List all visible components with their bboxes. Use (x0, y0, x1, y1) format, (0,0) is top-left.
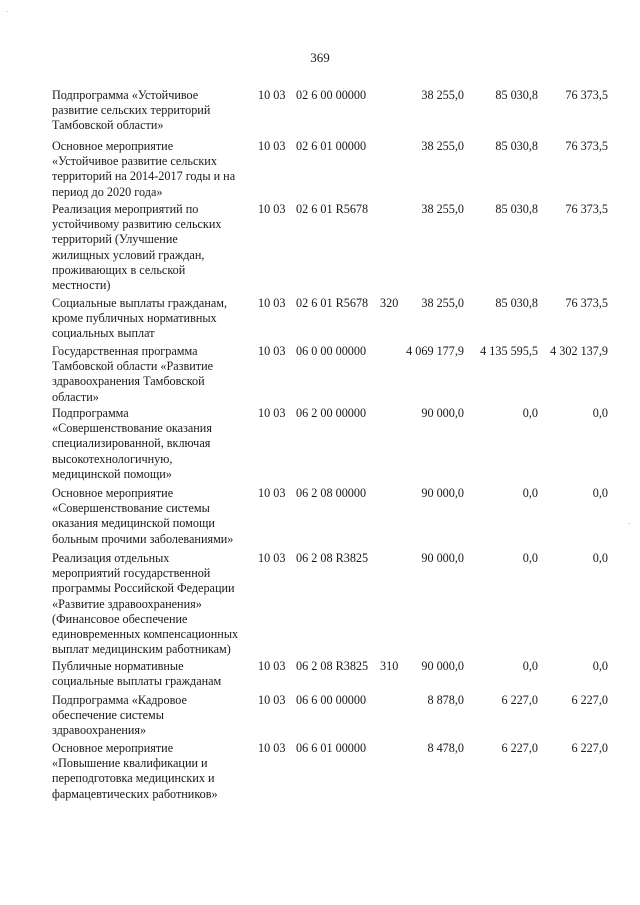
row-value-year-2: 85 030,8 (495, 202, 538, 216)
row-value-year-2: 0,0 (522, 406, 538, 420)
row-value-year-3: 6 227,0 (571, 741, 608, 755)
scan-mark: · (6, 8, 9, 16)
scan-mark: · (628, 520, 631, 528)
row-expense-type: 320 (380, 296, 399, 310)
row-value-year-1: 38 255,0 (421, 139, 464, 153)
row-value-year-1: 90 000,0 (421, 659, 464, 673)
row-section: 10 03 (258, 551, 286, 565)
row-value-year-2: 0,0 (522, 551, 538, 565)
page-number: 369 (310, 50, 330, 65)
row-name: Подпрограмма «Кадровое обеспечение системы здравоохранения» (52, 693, 187, 738)
row-value-year-1: 8 478,0 (427, 741, 464, 755)
row-target-article: 06 2 00 00000 (296, 406, 367, 420)
row-target-article: 02 6 01 R5678 (296, 296, 369, 310)
row-value-year-2: 85 030,8 (495, 296, 538, 310)
row-section: 10 03 (258, 344, 286, 358)
row-name: Основное мероприятие «Устойчивое развитие сельских территорий на 2014-2017 годы и на период до 2020 года» (52, 139, 236, 199)
row-value-year-3: 6 227,0 (571, 693, 608, 707)
row-value-year-3: 4 302 137,9 (550, 344, 608, 358)
row-name: Социальные выплаты гражданам, кроме публичных нормативных социальных выплат (52, 296, 228, 341)
row-value-year-1: 38 255,0 (421, 296, 464, 310)
row-value-year-3: 0,0 (592, 486, 608, 500)
row-value-year-2: 85 030,8 (495, 88, 538, 102)
row-name: Основное мероприятие «Повышение квалификации и переподготовка медицинских и фармацевтических работников» (52, 741, 218, 801)
row-value-year-3: 0,0 (592, 551, 608, 565)
row-section: 10 03 (258, 296, 286, 310)
row-value-year-1: 90 000,0 (421, 486, 464, 500)
row-value-year-1: 4 069 177,9 (406, 344, 464, 358)
row-value-year-2: 85 030,8 (495, 139, 538, 153)
row-value-year-3: 76 373,5 (565, 88, 608, 102)
row-target-article: 02 6 01 R5678 (296, 202, 369, 216)
row-name: Подпрограмма «Совершенствование оказания специализированной, включая высокотехнологичную, медицинской помощи» (52, 406, 212, 481)
row-value-year-1: 38 255,0 (421, 88, 464, 102)
row-target-article: 06 0 00 00000 (296, 344, 367, 358)
row-value-year-2: 4 135 595,5 (480, 344, 538, 358)
row-value-year-1: 90 000,0 (421, 551, 464, 565)
row-section: 10 03 (258, 741, 286, 755)
row-name: Подпрограмма «Устойчивое развитие сельских территорий Тамбовской области» (52, 88, 211, 133)
row-value-year-2: 0,0 (522, 486, 538, 500)
row-target-article: 02 6 01 00000 (296, 139, 367, 153)
row-target-article: 06 2 08 R3825 (296, 659, 369, 673)
row-value-year-3: 76 373,5 (565, 139, 608, 153)
row-name: Публичные нормативные социальные выплаты гражданам (52, 659, 222, 689)
row-value-year-3: 0,0 (592, 659, 608, 673)
row-value-year-2: 0,0 (522, 659, 538, 673)
row-value-year-2: 6 227,0 (501, 693, 538, 707)
row-value-year-1: 8 878,0 (427, 693, 464, 707)
row-name: Основное мероприятие «Совершенствование системы оказания медицинской помощи больным прочими заболеваниями» (52, 486, 234, 546)
row-value-year-1: 90 000,0 (421, 406, 464, 420)
row-name: Реализация мероприятий по устойчивому развитию сельских территорий (Улучшение жилищных условий граждан, проживающих в сельской местности) (52, 202, 222, 293)
row-target-article: 02 6 00 00000 (296, 88, 367, 102)
row-value-year-2: 6 227,0 (501, 741, 538, 755)
row-section: 10 03 (258, 88, 286, 102)
row-target-article: 06 6 01 00000 (296, 741, 367, 755)
row-section: 10 03 (258, 486, 286, 500)
row-section: 10 03 (258, 202, 286, 216)
row-expense-type: 310 (380, 659, 399, 673)
row-value-year-3: 0,0 (592, 406, 608, 420)
row-section: 10 03 (258, 139, 286, 153)
row-name: Реализация отдельных мероприятий государственной программы Российской Федерации «Развитие здравоохранения» (Финансовое обеспечение единовременных компенсационных выплат медицинским работникам) (52, 551, 239, 657)
row-value-year-3: 76 373,5 (565, 202, 608, 216)
row-section: 10 03 (258, 406, 286, 420)
row-section: 10 03 (258, 693, 286, 707)
row-target-article: 06 2 08 00000 (296, 486, 367, 500)
row-value-year-3: 76 373,5 (565, 296, 608, 310)
row-section: 10 03 (258, 659, 286, 673)
row-target-article: 06 6 00 00000 (296, 693, 367, 707)
row-value-year-1: 38 255,0 (421, 202, 464, 216)
row-target-article: 06 2 08 R3825 (296, 551, 369, 565)
row-name: Государственная программа Тамбовской области «Развитие здравоохранения Тамбовской области» (52, 344, 214, 404)
